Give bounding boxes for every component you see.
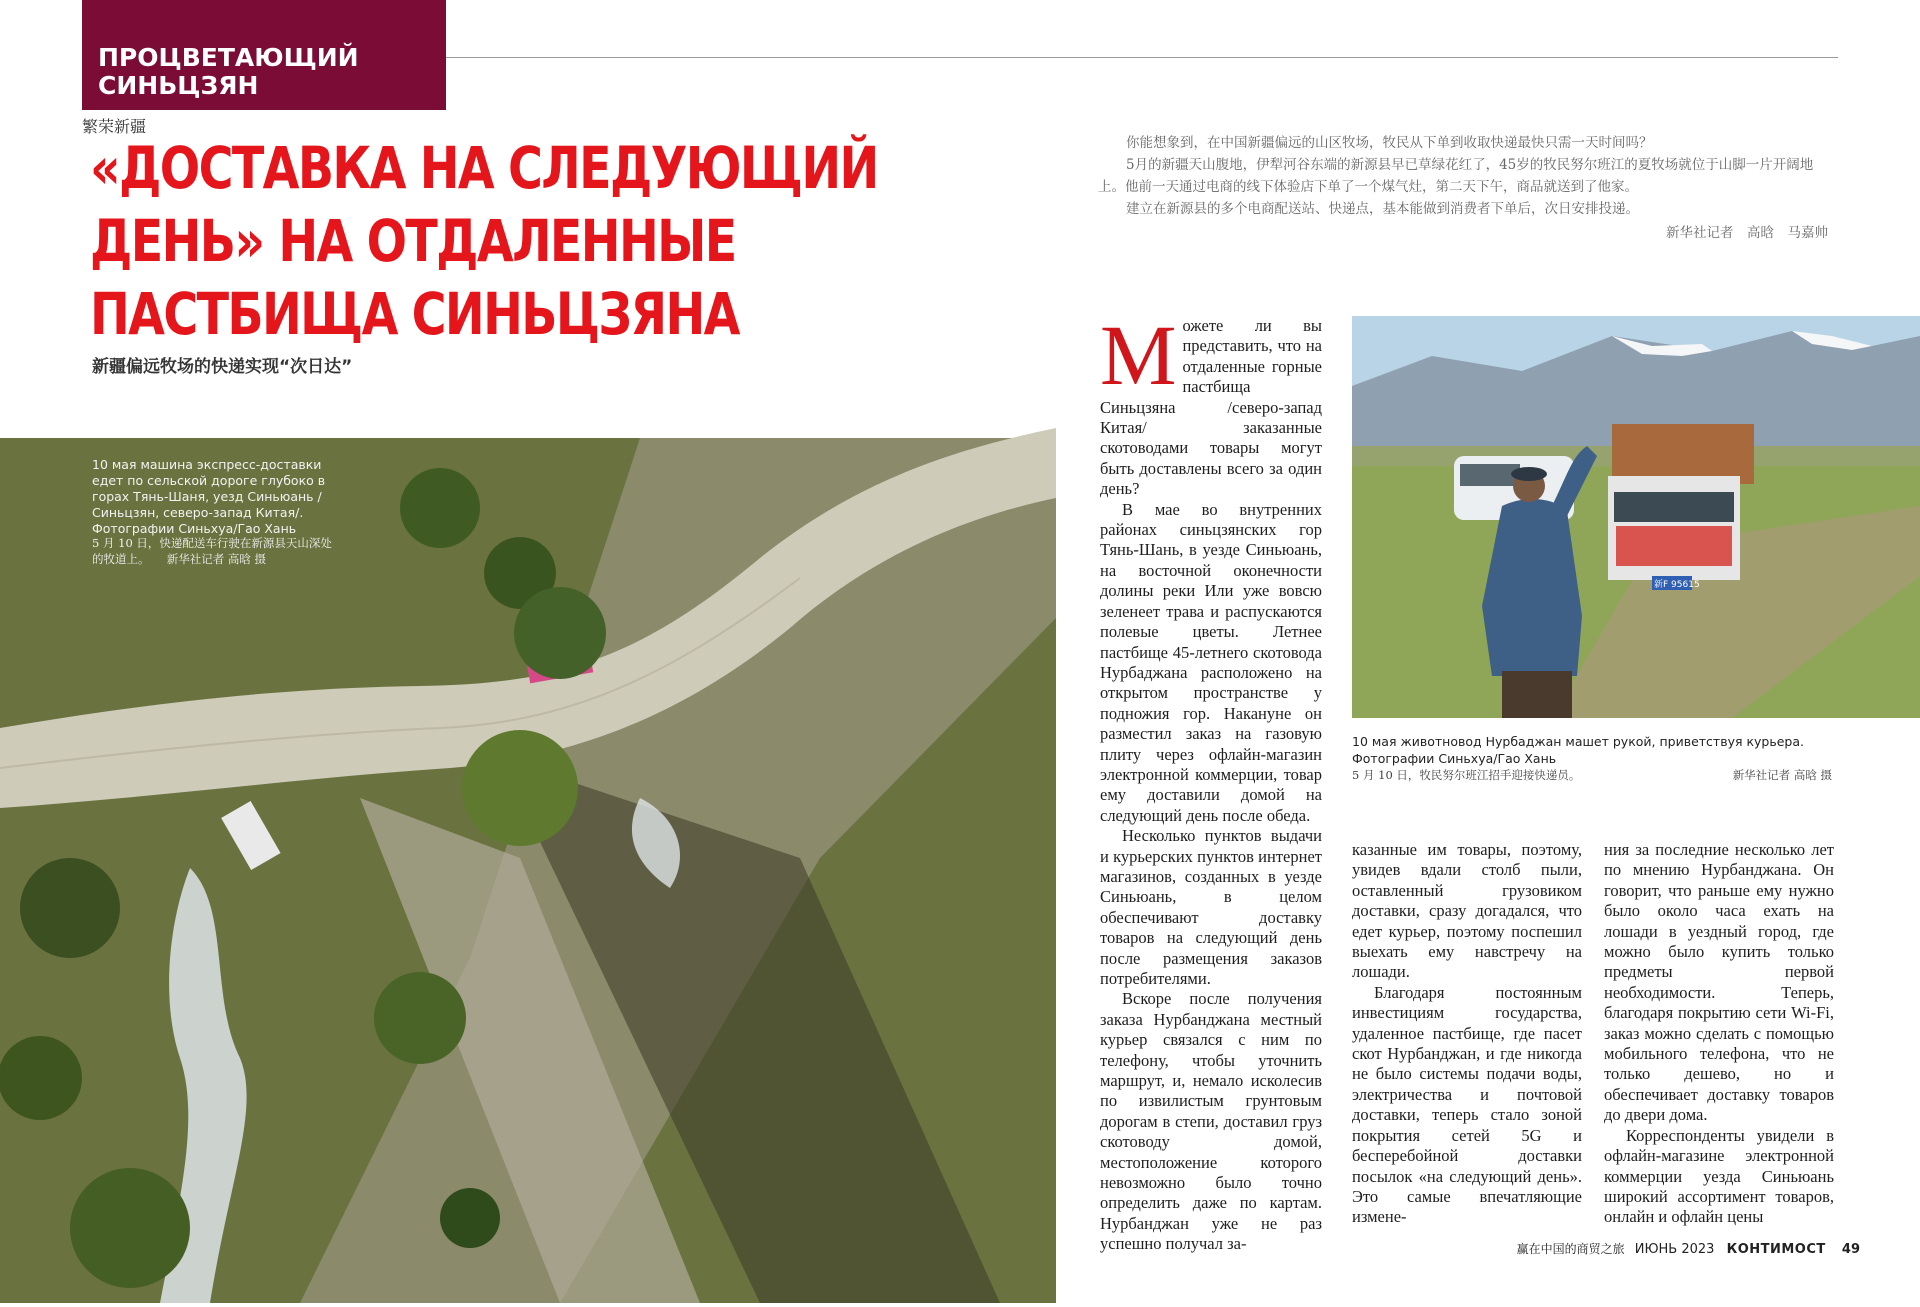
article-paragraph: казанные им товары, поэтому, увидев вдали столб пыли, оставленный грузовиком доставки, сразу догадался, что едет курьер, поэтому поспешил выехать ему навстречу на лошади.	[1352, 840, 1582, 982]
article-column-1	[1100, 307, 1322, 1254]
subheadline-cn: 新疆偏远牧场的快递实现“次日达”	[92, 357, 353, 377]
section-label	[98, 44, 428, 100]
cn-intro-byline: 新华社记者 高晗 马嘉帅	[1666, 225, 1828, 241]
article-paragraph: Вскоре после получения заказа Нурбанджана местный курьер связался с ним по телефону, чтобы уточнить маршрут, и, немало исколесив по извилистым грунтовым дорогам в степи, доставил груз скотоводу домой, местоположение которого невозможно было точно определить даже по картам. Нурбанджан уже не раз успешно получал за-	[1100, 989, 1322, 1254]
section-label-line1: ПРОЦВЕТАЮЩИЙ	[98, 43, 359, 72]
herder-photo-caption-cn	[1352, 767, 1832, 783]
footer-issue: ИЮНЬ 2023	[1634, 1242, 1715, 1257]
drop-cap: М	[1100, 307, 1177, 403]
herder-caption-cn-text: 5 月 10 日，牧民努尔班江招手迎接快递员。	[1352, 768, 1581, 782]
aerial-road-photo	[0, 438, 1056, 1303]
cn-intro-paragraph: 建立在新源县的多个电商配送站、快递点，基本能做到消费者下单后，次日安排投递。	[1126, 201, 1639, 217]
headline	[90, 132, 878, 351]
aerial-photo-caption-cn: 5 月 10 日，快递配送车行驶在新源县天山深处的牧道上。 新华社记者 高晗 摄	[92, 536, 332, 566]
chinese-intro	[1098, 132, 1828, 244]
aerial-road-illustration	[0, 438, 1056, 1303]
footer-cn: 赢在中国的商贸之旅	[1516, 1242, 1625, 1256]
article-paragraph	[1100, 307, 1322, 500]
herder-illustration	[1352, 316, 1920, 718]
cn-intro-paragraph: 5月的新疆天山腹地，伊犁河谷东端的新源县早已草绿花红了，45岁的牧民努尔班江的夏牧场就位于山脚一片开阔地上。他前一天通过电商的线下体验店下单了一个煤气灶，第二天下午，商品就送到了他家。	[1098, 157, 1814, 195]
top-rule	[446, 57, 1838, 58]
article-paragraph: В мае во внутренних районах синьцзянских гор Тянь-Шань, в уезде Синьюань, на восточной оконечности долины реки Или уже вовсю зеленеет трава и распускаются полевые цветы. Летнее пастбище 45-летнего скотовода Нурбаджана расположено на открытом пространстве у подножия гор. Накануне он разместил заказ на газовую плиту через офлайн-магазин электронной коммерции, товар ему доставили домой на следующий день после обеда.	[1100, 499, 1322, 825]
article-paragraph: Благодаря постоянным инвестициям государства, удаленное пастбище, где пасет скот Нурбанджан, и где никогда не было системы подачи воды, электричества и почтовой доставки, теперь стало зоной покрытия сетей 5G и бесперебойной доставки посылок «на следующий день». Это самые впечатляющие измене-	[1352, 982, 1582, 1227]
page-footer	[1500, 1240, 1860, 1257]
article-paragraph: ния за последние несколько лет по мнению Нурбанджана. Он говорит, что раньше ему нужно было около часа ехать на лошади в уездный город, где можно было купить только предметы первой необходимости. Теперь, благодаря покрытию сети Wi-Fi, заказ можно сделать с помощью мобильного телефона, что не только дешево, но и обеспечивает доставку товаров до двери дома.	[1604, 840, 1834, 1125]
aerial-photo-caption: 10 мая машина экспресс-доставки едет по сельской дороге глубоко в горах Тянь-Шаня, уезд Синьюань /Синьцзян, северо-запад Китая/. Фотографии Синьхуа/Гао Хань	[92, 457, 326, 536]
section-label-cn: 繁荣新疆	[82, 117, 147, 136]
herder-waving-photo	[1352, 316, 1920, 718]
section-label-line2: СИНЬЦЗЯН	[98, 71, 259, 100]
article-paragraph: Несколько пунктов выдачи и курьерских пунктов интернет магазинов, созданных в уезде Синьюань, в целом обеспечивают доставку товаров на следующий день после размещения заказов потребителями.	[1100, 826, 1322, 988]
headline-line3: ПАСТБИЩА СИНЬЦЗЯНА	[90, 280, 739, 348]
magazine-name: КОНТИМОСТ	[1726, 1242, 1826, 1257]
herder-caption-credit: 新华社记者 高晗 摄	[1732, 768, 1832, 782]
cn-intro-paragraph: 你能想象到，在中国新疆偏远的山区牧场，牧民从下单到收取快递最快只需一天时间吗？	[1126, 135, 1653, 151]
headline-line1: «ДОСТАВКА НА СЛЕДУЮЩИЙ	[90, 134, 878, 202]
herder-photo-caption: 10 мая животновод Нурбаджан машет рукой, приветствуя курьера. Фотографии Синьхуа/Гао Хань	[1352, 734, 1804, 766]
headline-line2: ДЕНЬ» НА ОТДАЛЕННЫЕ	[90, 207, 736, 275]
article-column-3	[1604, 840, 1834, 1227]
truck-license-plate: 新F 95615	[1654, 580, 1700, 590]
article-lead-text: ожете ли вы представить, что на отдаленные горные пастбища Синьцзяна /северо-запад Китая/ заказанные скотоводами товары могут быть доставлены всего за один день?	[1100, 316, 1322, 499]
article-column-2	[1352, 840, 1582, 1227]
article-paragraph: Корреспонденты увидели в офлайн-магазине электронной коммерции уезда Синьюань широкий ассортимент товаров, онлайн и офлайн цены	[1604, 1125, 1834, 1227]
page-number: 49	[1841, 1242, 1860, 1257]
